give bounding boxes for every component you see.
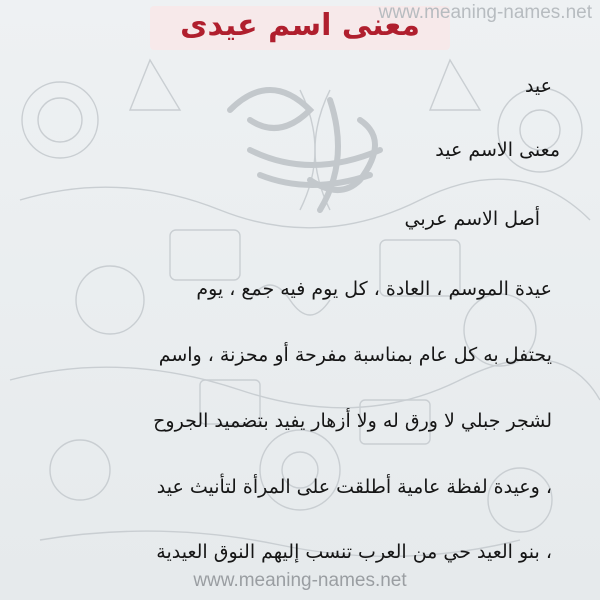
- text-line-definition-3: لشجر جبلي لا ورق له ولا أزهار يفيد بتضميد الجروح: [153, 410, 552, 432]
- text-line-definition-4: ، وعيدة لفظة عامية أطلقت على المرأة لتأنيث عيد: [156, 476, 552, 498]
- text-line-origin: أصل الاسم عربي: [404, 208, 540, 230]
- watermark-top: www.meaning-names.net: [378, 2, 592, 23]
- watermark-bottom: www.meaning-names.net: [193, 570, 407, 591]
- text-line-meaning-heading: معنى الاسم عيد: [435, 139, 560, 161]
- page-title: معنى اسم عيدى: [180, 8, 420, 43]
- text-line-name: عيد: [524, 75, 552, 97]
- text-line-definition-1: عيدة الموسم ، العادة ، كل يوم فيه جمع ، يوم: [196, 278, 552, 300]
- text-line-definition-5: ، بنو العيد حي من العرب تنسب إليهم النوق العيدية: [156, 541, 552, 563]
- text-line-definition-2: يحتفل به كل عام بمناسبة مفرحة أو محزنة ، واسم: [158, 344, 552, 366]
